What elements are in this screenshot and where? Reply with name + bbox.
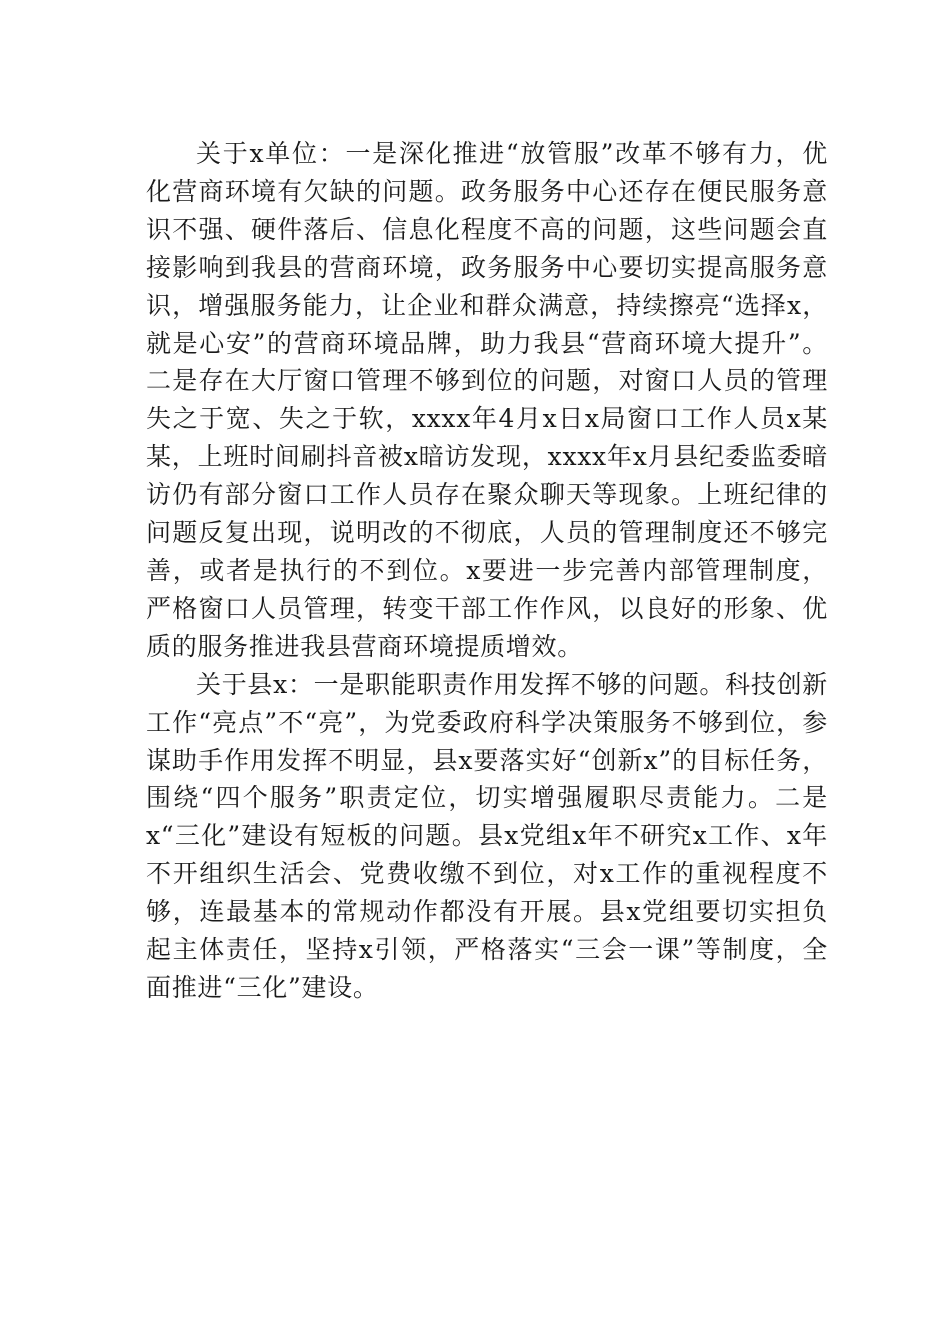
document-body (146, 135, 828, 1007)
paragraph-x-unit: 关于x单位：一是深化推进“放管服”改革不够有力，优化营商环境有欠缺的问题。政务服务中心还存在便民服务意识不强、硬件落后、信息化程度不高的问题，这些问题会直接影响到我县的营商环境，政务服务中心要切实提高服务意识，增强服务能力，让企业和群众满意，持续擦亮“选择x，就是心安”的营商环境品牌，助力我县“营商环境大提升”。二是存在大厅窗口管理不够到位的问题，对窗口人员的管理失之于宽、失之于软，xxxx年4月x日x局窗口工作人员x某某，上班时间刷抖音被x暗访发现，xxxx年x月县纪委监委暗访仍有部分窗口工作人员存在聚众聊天等现象。上班纪律的问题反复出现，说明改的不彻底，人员的管理制度还不够完善，或者是执行的不到位。x要进一步完善内部管理制度，严格窗口人员管理，转变干部工作作风，以良好的形象、优质的服务推进我县营商环境提质增效。 (146, 139, 828, 661)
paragraph-county-x: 关于县x：一是职能职责作用发挥不够的问题。科技创新工作“亮点”不“亮”，为党委政府科学决策服务不够到位，参谋助手作用发挥不明显，县x要落实好“创新x”的目标任务，围绕“四个服务”职责定位，切实增强履职尽责能力。二是x“三化”建设有短板的问题。县x党组x年不研究x工作、x年不开组织生活会、党费收缴不到位，对x工作的重视程度不够，连最基本的常规动作都没有开展。县x党组要切实担负起主体责任，坚持x引领，严格落实“三会一课”等制度，全面推进“三化”建设。 (146, 669, 828, 1002)
